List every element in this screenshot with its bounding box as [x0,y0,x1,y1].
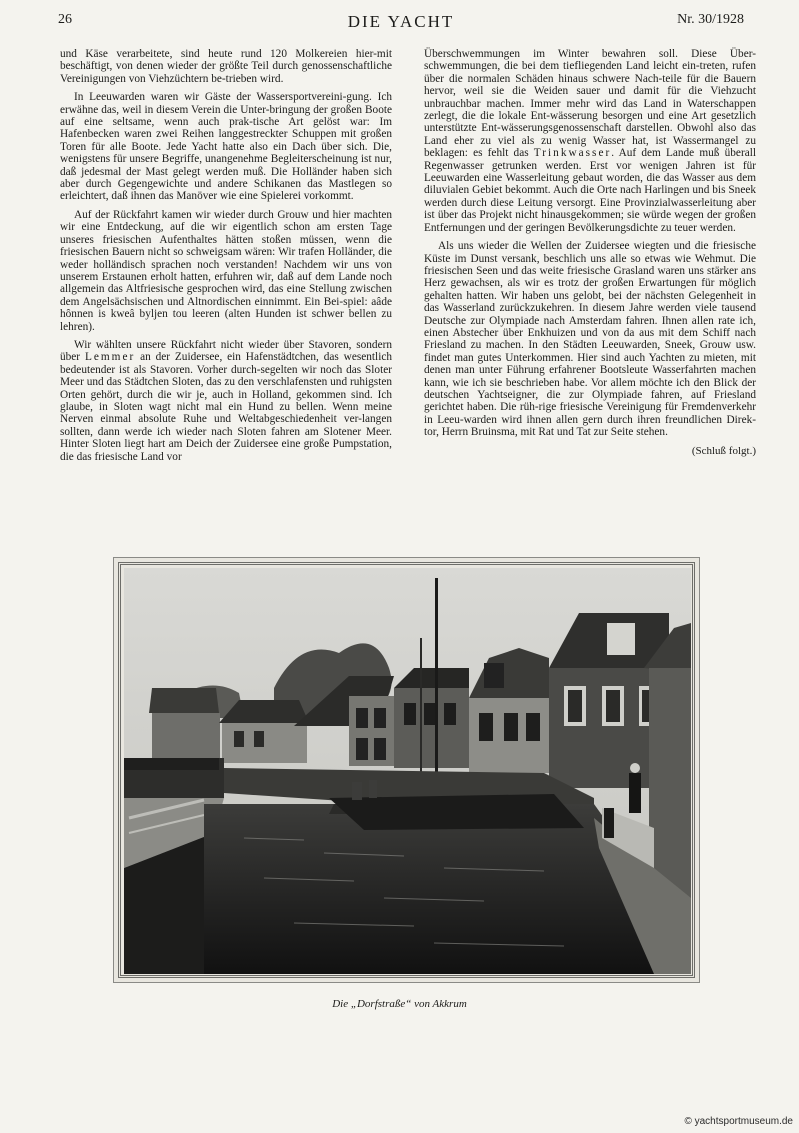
right-column [424,48,756,463]
paragraph: Auf der Rückfahrt kamen wir wieder durch Grouw und hier machten wir eine Entdeckung, auf die wir eigentlich schon am ersten Tage unseres friesischen Aufenthaltes hätten stoßen müssen, wenn die friesischen Bauern nicht so schweigsam wären: Wir trafen Holländer, die weder holländisch sprachen noch verstanden! Nachdem wir uns von unserem Erstaunen erholt hatten, erfuhren wir, daß auf dem Lande noch allgemein das Altfriesische gesprochen wird, das eine Stellung zwischen dem Angelsächsischen und Altnordischen einnimmt. Ein Bei-spiel: aâde hônnen is kweâ byljen tou leeren (alten Hunden ist schwer bellen zu lehren). [60,208,392,333]
paragraph: Als uns wieder die Wellen der Zuidersee wiegten und die friesische Küste im Dunst versank, beschlich uns alle so etwas wie Wehmut. Die friesischen Seen und das weite friesische Grasland waren uns stärker ans Herz gewachsen, als wir es trotz der großen Erwartungen für möglich gehalten hatten. Wir haben uns gelobt, bei der nächsten Gelegenheit in das Wasserland zurückzukehren. In diesem Jahre werden viele tausend Deutsche zur Olympiade nach Amsterdam fahren. Ihnen allen rate ich, einen Abstecher über Enkhuizen und von da aus mit dem Schiff nach Friesland zu machen. In den Städten Leeuwarden, Sneek, Grouw usw. findet man gutes Unterkommen. Hier sind auch Yachten zu mieten, mit denen man unter Führung erfahrener Bootsleute Wasserfahrten machen kann, wie ich sie beschrieben habe. Vor allem möchte ich den Blick der deutschen Yachtseigner, die zur Olympiade fahren, auf Friesland gerichtet haben. Die rüh-rige friesische Vereinigung für Fremdenverkehr in Leeu-warden wird ihnen allen gern durch ihren freundlichen Direk-tor, Herrn Bruinsma, mit Rat und Tat zur Seite stehen. [424,240,756,439]
paragraph: und Käse verarbeitete, sind heute rund 120 Molkereien hier-mit beschäftigt, von denen wieder der größte Teil durch genossenschaftliche Vereinigungen von Viehzüchtern be-trieben wird. [60,48,392,85]
text-run: . Auf dem Lande muß überall Regenwasser getrunken werden. Erst vor wenigen Jahren ist für Leeuwarden eine Wasserleitung gebaut worden, die das Wasser aus dem diluvialen Gebiet bekommt. Auch die Orte nach Harlingen und bis Sneek werden durch diese Leitung versorgt. Eine Provinzialwasserleitung aber ist über das Projekt nicht hinausgekommen; sie würde wegen der großen Entfernungen und der geringen Bevölkerungsdichte zu teuer werden. [424,147,756,234]
figure-caption: Die „Dorfstraße“ von Akkrum [332,998,467,1010]
paragraph [60,339,392,463]
paragraph [424,48,756,234]
watermark: © yachtsportmuseum.de [684,1116,793,1127]
paragraph: In Leeuwarden waren wir Gäste der Wassersportvereini-gung. Ich erwähne das, weil in diesem Verein die Unter-bringung der großen Boote auf eine seltsame, wenn auch prak-tische Art gelöst war: Im Hafenbecken waren zwei Reihen langgestreckter Schuppen mit großen Toren für alle Boote. Jede Yacht hatte also ein Dach über sich. Die, wenigstens für unsere Begriffe, unangenehme Begleiterscheinung ist nur, daß jedesmal der Mast gelegt werden muß. Die Holländer haben sich aber durch Gegengewichte und andere Schikanen das Mastlegen so erleichtert, daß ihnen das Manöver wie eine Spielerei vorkommt. [60,91,392,203]
text-run: Überschwemmungen im Winter bewahren soll. Diese Über-schwemmungen, die bei dem tiefliegenden Land leicht ein-treten, rufen über die normalen Schäden hinaus schwere Nach-teile für die Bauern hervor, weil sie die Weiden sauer und damit für die Viehzucht unbrauchbar machen. Immer mehr wird das Land in Waterschappen zerlegt, die die lokale Ent-wässerung besorgen und eine Art gesetzlich unterstützte Ent-wässerungsgenossenschaft darstellen. Obwohl also das Land eher zu viel als zu wenig Wasser hat, ist Wassermangel zu beklagen: es fehlt das [424,48,756,160]
photo-frame [113,557,700,983]
spaced-word: Trinkwasser [533,147,612,160]
village-canal-photo [124,568,691,974]
text-run: an der Zuidersee, ein Hafenstädtchen, das wesentlich bedeutender ist als Stavoren. Vorher durch-segelten wir noch das Sloter Meer und das Städtchen Sloten, das zu den verschlafensten und ruhigsten Orten gehört, durch die wir je, auch in Holland, gekommen sind. Ich glaube, in Sloten wagt nicht mal ein Hund zu bellen. Wenn meine Nerven einmal absolute Ruhe und Weltabgeschiedenheit ver-langen sollten, dann werde ich wieder nach Sloten fahren am Slotener Meer. Hinter Sloten liegt hart am Deich der Zuidersee eine große Pumpstation, die das friesische Land vor [60,351,392,463]
text-run: Wir wählten unsere Rückfahrt nicht wieder über Stavoren, sondern über [60,338,392,364]
journal-title: DIE YACHT [347,12,455,31]
continued-note: (Schluß folgt.) [691,444,756,457]
spaced-place-name: Lemmer [84,351,136,364]
page-header [58,12,744,34]
left-column [60,48,392,469]
page-number: 26 [58,12,72,27]
issue-number: Nr. 30/1928 [677,12,744,27]
